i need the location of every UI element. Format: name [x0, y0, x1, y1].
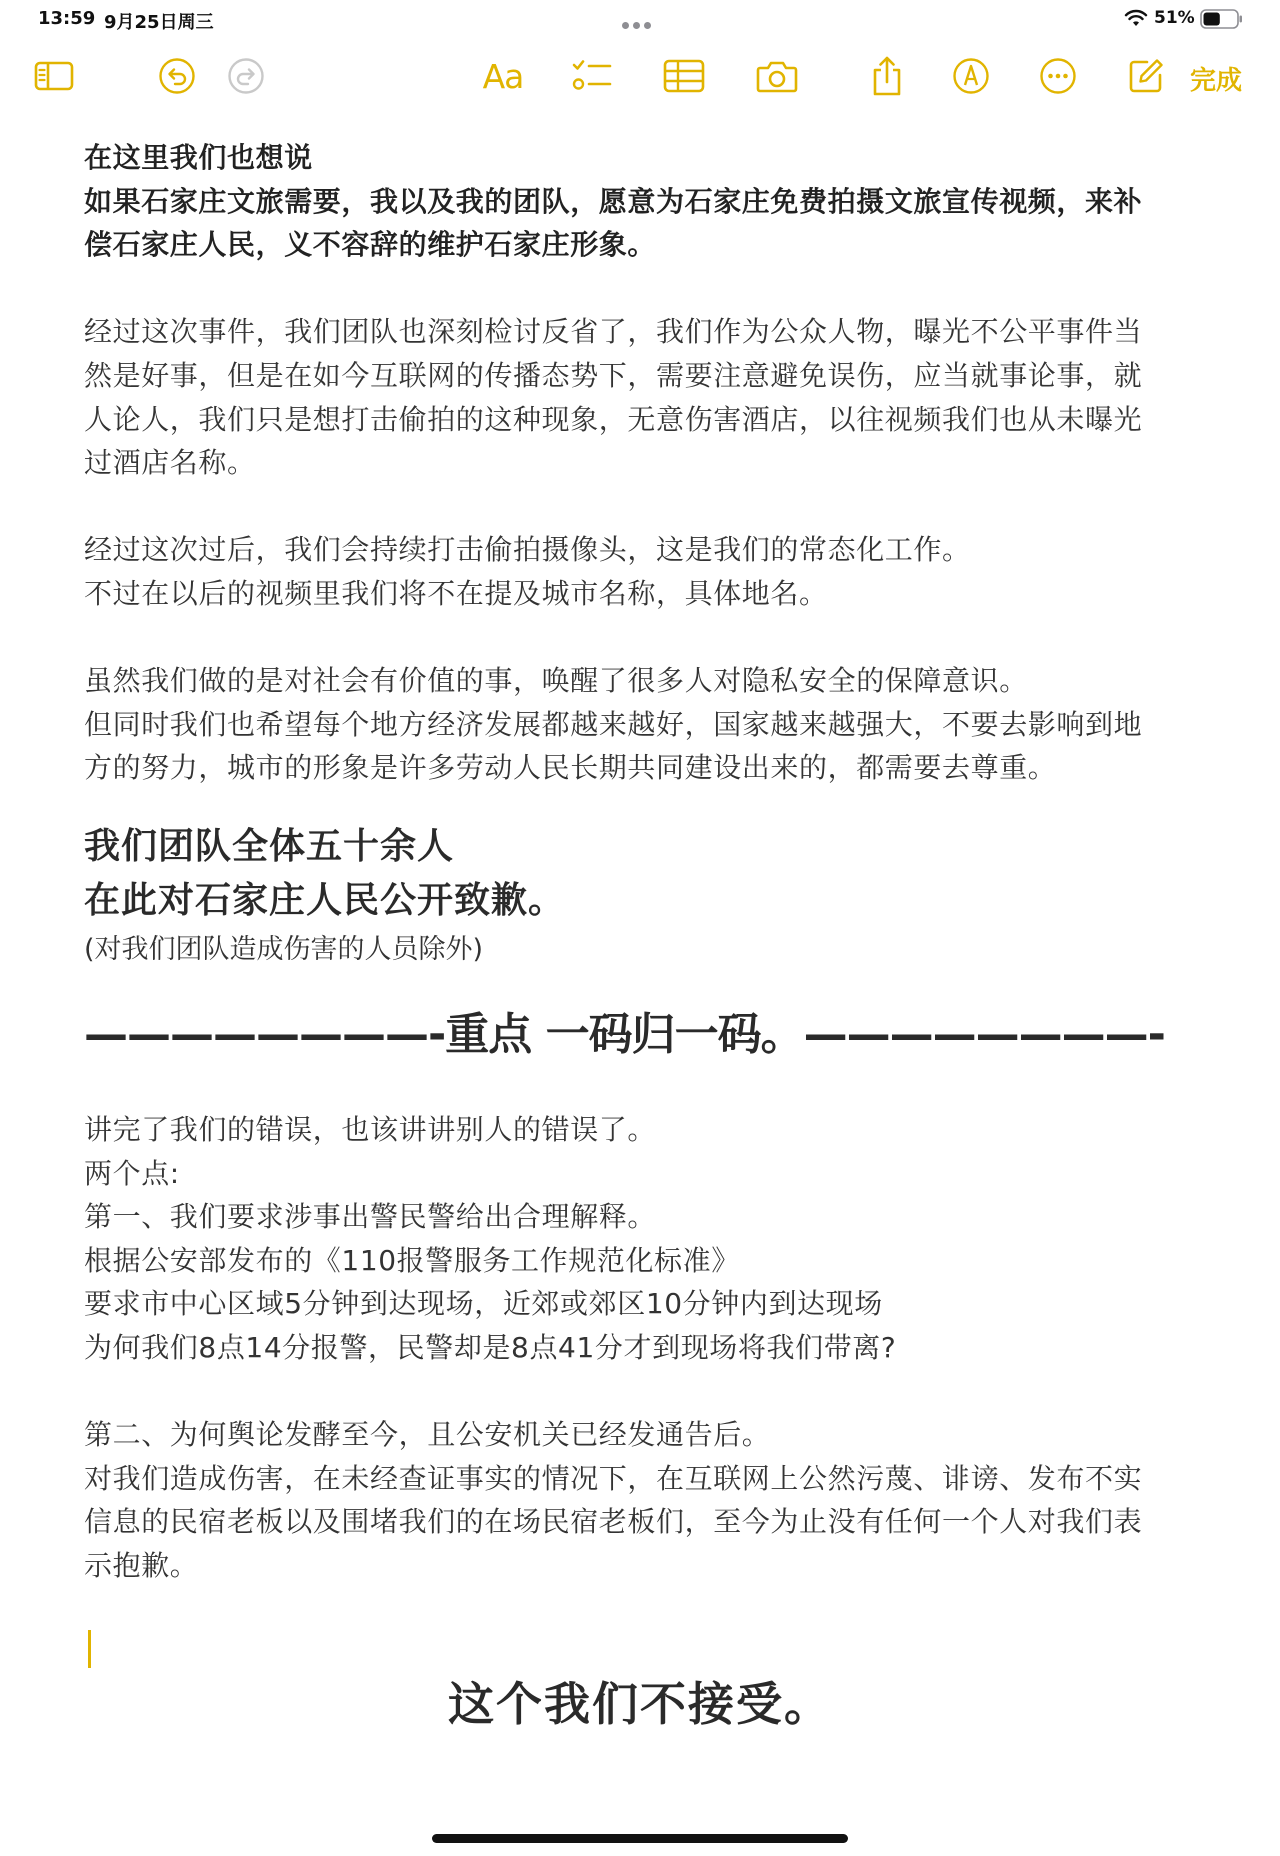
multitasking-dots-icon[interactable] [622, 14, 658, 22]
note-line: 但同时我们也希望每个地方经济发展都越来越好，国家越来越强大，不要去影响到地 [84, 707, 1143, 741]
redo-button[interactable] [222, 52, 270, 100]
done-button[interactable]: 完成 [1190, 66, 1243, 96]
more-icon [1039, 57, 1077, 95]
note-line: 第一、我们要求涉事出警民警给出合理解释。 [84, 1200, 657, 1234]
wifi-icon [1124, 8, 1148, 28]
note-line: 如果石家庄文旅需要，我以及我的团队，愿意为石家庄免费拍摄文旅宣传视频，来补 [84, 184, 1143, 218]
note-line: 偿石家庄人民，义不容辞的维护石家庄形象。 [84, 228, 657, 262]
note-line: 虽然我们做的是对社会有价值的事，唤醒了很多人对隐私安全的保障意识。 [84, 664, 1028, 698]
note-body[interactable] [84, 136, 1194, 1587]
note-line: 方的努力，城市的形象是许多劳动人民长期共同建设出来的，都需要去尊重。 [84, 751, 1057, 785]
note-line: 第二、为何舆论发酵至今，且公安机关已经发通告后。 [84, 1418, 771, 1452]
status-date: 9月25日周三 [104, 12, 214, 33]
note-line: 为何我们8点14分报警，民警却是8点41分才到现场将我们带离? [84, 1330, 897, 1364]
status-bar [0, 0, 1280, 36]
camera-icon [756, 58, 798, 94]
closing-statement: 这个我们不接受。 [448, 1677, 832, 1731]
note-line: 经过这次过后，我们会持续打击偷拍摄像头，这是我们的常态化工作。 [84, 533, 971, 567]
note-line: 过酒店名称。 [84, 446, 256, 480]
note-line: 对我们造成伤害，在未经查证事实的情况下，在互联网上公然污蔑、诽谤、发布不实 [84, 1461, 1143, 1495]
status-time: 13:59 [38, 8, 96, 29]
undo-icon [158, 57, 196, 95]
redo-icon [227, 57, 265, 95]
text-cursor [88, 1630, 91, 1668]
note-line: 讲完了我们的错误，也该讲讲别人的错误了。 [84, 1112, 657, 1146]
table-button[interactable] [660, 52, 708, 100]
undo-button[interactable] [153, 52, 201, 100]
markup-button[interactable] [947, 52, 995, 100]
apology-heading: 我们团队全体五十余人 [84, 825, 455, 867]
home-indicator[interactable] [432, 1834, 848, 1843]
notes-toolbar [0, 44, 1280, 108]
share-button[interactable] [863, 52, 911, 100]
apology-note: (对我们团队造成伤害的人员除外) [84, 933, 484, 965]
note-line: 人论人，我们只是想打击偷拍的这种现象，无意伤害酒店，以往视频我们也从未曝光 [84, 402, 1143, 436]
more-button[interactable] [1034, 52, 1082, 100]
camera-button[interactable] [753, 52, 801, 100]
compose-button[interactable] [1122, 52, 1170, 100]
note-line: 在这里我们也想说 [84, 141, 313, 174]
text-format-button[interactable]: Aa [482, 56, 524, 96]
note-line: 根据公安部发布的《110报警服务工作规范化标准》 [84, 1243, 740, 1277]
sidebar-icon [34, 60, 74, 92]
share-icon [870, 55, 904, 97]
note-line: 示抱歉。 [84, 1548, 199, 1582]
sidebar-toggle-button[interactable] [30, 52, 78, 100]
table-icon [663, 59, 705, 93]
checklist-button[interactable] [568, 52, 616, 100]
note-line: 要求市中心区域5分钟到达现场，近郊或郊区10分钟内到达现场 [84, 1287, 883, 1321]
battery-percent: 51% [1154, 8, 1195, 28]
markup-icon [952, 57, 990, 95]
note-line: 两个点: [84, 1156, 180, 1190]
note-line: 不过在以后的视频里我们将不在提及城市名称，具体地名。 [84, 576, 828, 610]
note-line: 经过这次事件，我们团队也深刻检讨反省了，我们作为公众人物，曝光不公平事件当 [84, 315, 1143, 349]
apology-heading: 在此对石家庄人民公开致歉。 [84, 879, 566, 921]
checklist-icon [571, 57, 613, 95]
section-divider: ————————-重点 一码归一码。————————- [84, 1008, 1165, 1060]
compose-icon [1127, 57, 1165, 95]
note-line: 然是好事，但是在如今互联网的传播态势下，需要注意避免误伤，应当就事论事，就 [84, 358, 1143, 392]
note-line: 信息的民宿老板以及围堵我们的在场民宿老板们，至今为止没有任何一个人对我们表 [84, 1505, 1143, 1539]
battery-icon [1200, 9, 1244, 29]
